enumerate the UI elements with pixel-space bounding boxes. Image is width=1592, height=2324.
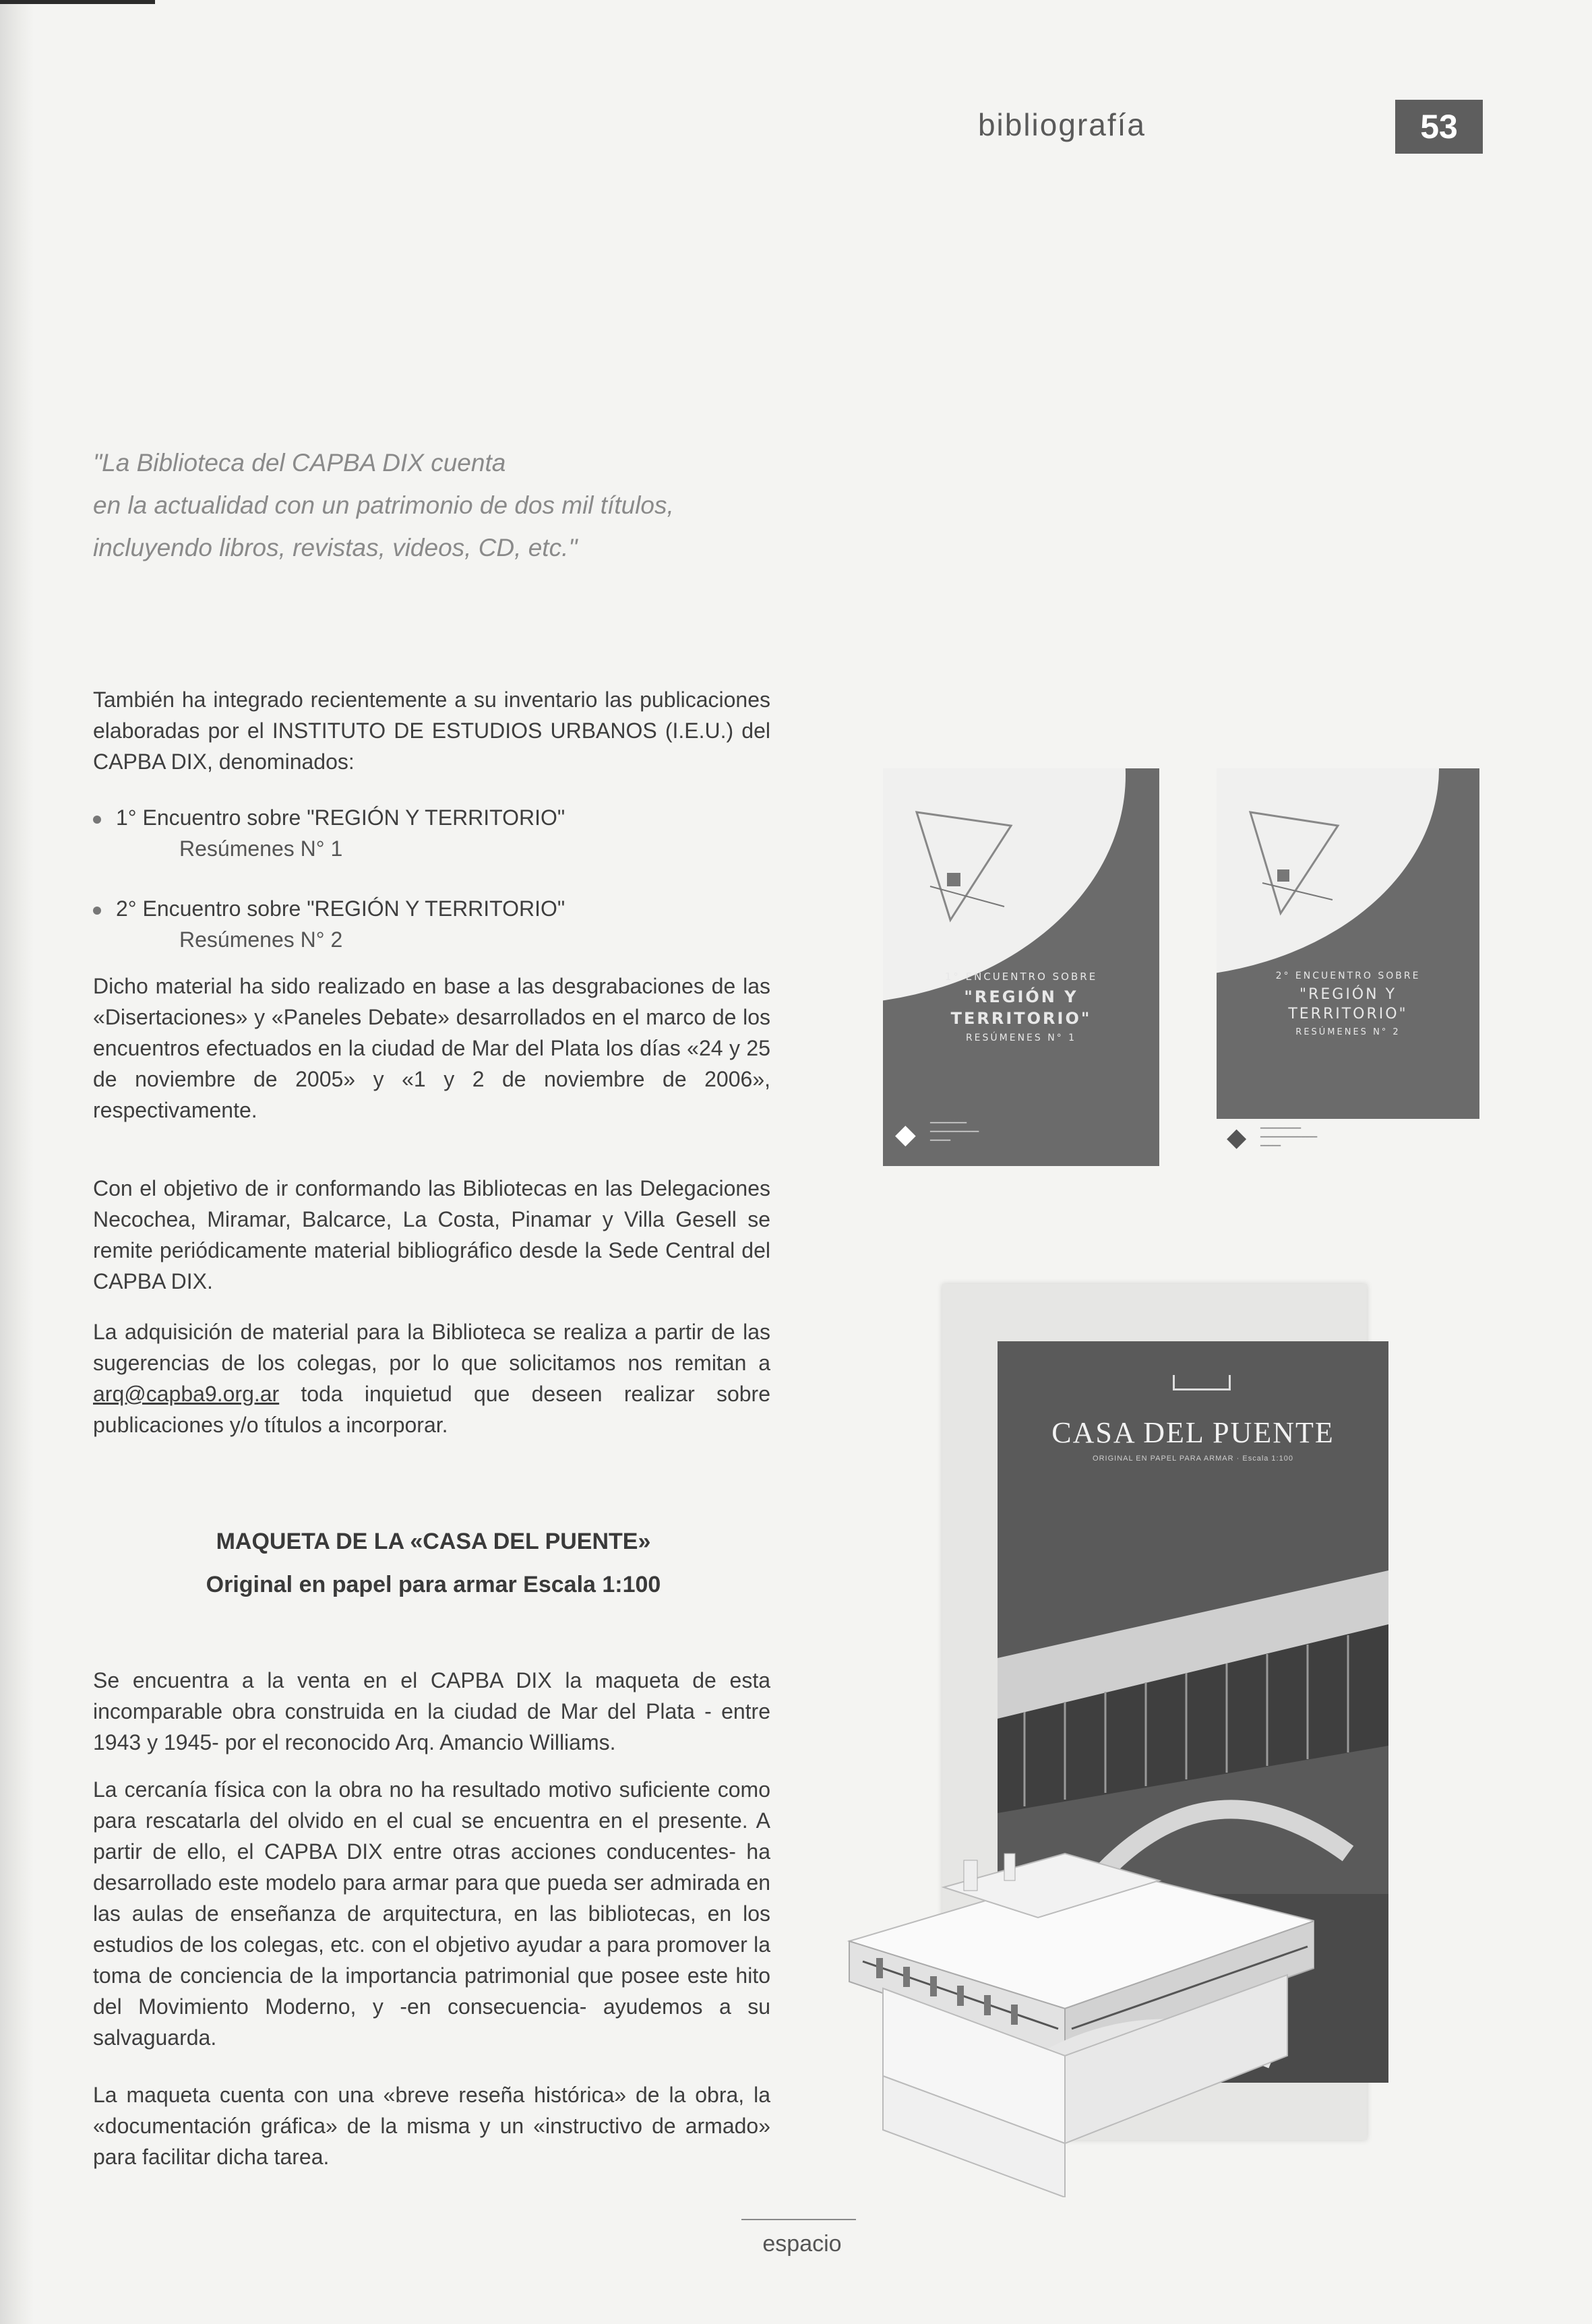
bullet-icon [93, 907, 101, 915]
publication-cover [883, 768, 1159, 1166]
list-item [93, 893, 767, 955]
section-label: bibliografía [977, 107, 1146, 142]
pull-quote [93, 441, 834, 569]
list-item-sub: Resúmenes N° 2 [179, 927, 343, 952]
adquisicion-text: La adquisición de material para la Biblioteca se realiza a partir de las sugerencias de los colegas, por lo que solicitamos nos remitan a [93, 1320, 770, 1375]
publisher-imprint: ━━━━━━━━━ ━━━━━━━━━━━━ ━━━━━ [930, 1120, 979, 1144]
email-link[interactable]: arq@capba9.org.ar [93, 1382, 280, 1406]
maqueta-title: MAQUETA DE LA «CASA DEL PUENTE» [216, 1529, 651, 1554]
cover-line: TERRITORIO" [950, 1009, 1092, 1028]
intro-paragraph: También ha integrado recientemente a su inventario las publicaciones elaboradas por el INSTITUTO DE ESTUDIOS URBANOS (I.E.U.) del CAPBA DIX, denominados: [93, 687, 770, 774]
capba-logo-icon: ◆ [1227, 1124, 1247, 1152]
top-rule [0, 0, 155, 4]
paper-model-illustration [843, 1766, 1314, 2197]
maqueta-paragraph-1: Se encuentra a la venta en el CAPBA DIX la maqueta de esta incomparable obra construida en la ciudad de Mar del Plata - entre 1943 y 1945- por el reconocido Arq. Amancio Williams. [93, 1668, 770, 1754]
box-emblem-icon [1173, 1375, 1231, 1390]
maqueta-paragraph-2: La cercanía física con la obra no ha resultado motivo suficiente como para rescatarla del olvido en el cual se encuentra en el presente. A partir de ello, el CAPBA DIX entre otras acciones conducentes- ha desarrollado este modelo para armar para que pueda ser admirada en las aulas de enseñanza de arquitectura, en las bibliotecas, en los estudios de los colegas, etc. con el objetivo ayudar a para promover la toma de conciencia de la importancia patrimonial que posee este hito del Movimiento Moderno, y -en consecuencia- ayudemos a su salvaguarda. [93, 1777, 770, 2050]
page-number: 53 [1395, 100, 1483, 154]
cover-line: TERRITORIO" [1288, 1006, 1408, 1022]
adquisicion-text: toda inquietud que deseen realizar sobre publicaciones y/o títulos a incorporar. [93, 1382, 770, 1437]
quote-line: en la actualidad con un patrimonio de dos mil títulos, [93, 491, 674, 519]
maqueta-subtitle: Original en papel para armar Escala 1:100 [206, 1572, 661, 1597]
cover-line: 1° ENCUENTRO SOBRE [944, 971, 1098, 983]
model-box-title: CASA DEL PUENTE [1051, 1416, 1335, 1449]
list-item [93, 802, 767, 864]
model-box-subtitle: ORIGINAL EN PAPEL PARA ARMAR · Escala 1:100 [1093, 1455, 1293, 1463]
building-sketch-icon [1244, 805, 1345, 920]
binding-gutter [0, 0, 34, 2324]
footer-rule [741, 2219, 856, 2220]
quote-line: "La Biblioteca del CAPBA DIX cuenta [93, 449, 506, 477]
list-item-title: 1° Encuentro sobre "REGIÓN Y TERRITORIO" [116, 805, 565, 830]
capba-logo-icon: ◆ [895, 1120, 916, 1149]
cover-line: "REGIÓN Y [964, 987, 1078, 1006]
material-paragraph: Dicho material ha sido realizado en base a las desgrabaciones de las «Disertaciones» y «Paneles Debate» desarrollados en el marco de los encuentros efectuados en la ciudad de Mar del Plata los días «24 y 25 de noviembre de 2005» y «1 y 2 de noviembre de 2006», respectivamente. [93, 974, 770, 1122]
bullet-icon [93, 816, 101, 824]
cover-line: RESÚMENES N° 1 [965, 1033, 1077, 1043]
cover-line: RESÚMENES N° 2 [1295, 1027, 1401, 1037]
quote-line: incluyendo libros, revistas, videos, CD, etc." [93, 534, 578, 561]
delegaciones-paragraph: Con el objetivo de ir conformando las Bibliotecas en las Delegaciones Necochea, Miramar, Balcarce, La Costa, Pinamar y Villa Gesell se remite periódicamente material bibliográfico desde la Sede Central del CAPBA DIX. [93, 1176, 770, 1293]
publisher-imprint: ━━━━━━━━━━ ━━━━━━━━━━━━━━ ━━━━━ [1260, 1125, 1318, 1150]
cover-line: "REGIÓN Y [1299, 986, 1397, 1003]
cover-line: 2° ENCUENTRO SOBRE [1275, 971, 1421, 981]
building-sketch-icon [910, 805, 1018, 927]
publication-cover [1217, 768, 1479, 1119]
list-item-title: 2° Encuentro sobre "REGIÓN Y TERRITORIO" [116, 896, 565, 921]
footer-magazine-name: espacio [762, 2231, 842, 2257]
adquisicion-paragraph [93, 1316, 770, 1440]
list-item-sub: Resúmenes N° 1 [179, 836, 343, 861]
maqueta-paragraph-3: La maqueta cuenta con una «breve reseña histórica» de la obra, la «documentación gráfica» de la misma y un «instructivo de armado» para facilitar dicha tarea. [93, 2083, 770, 2169]
